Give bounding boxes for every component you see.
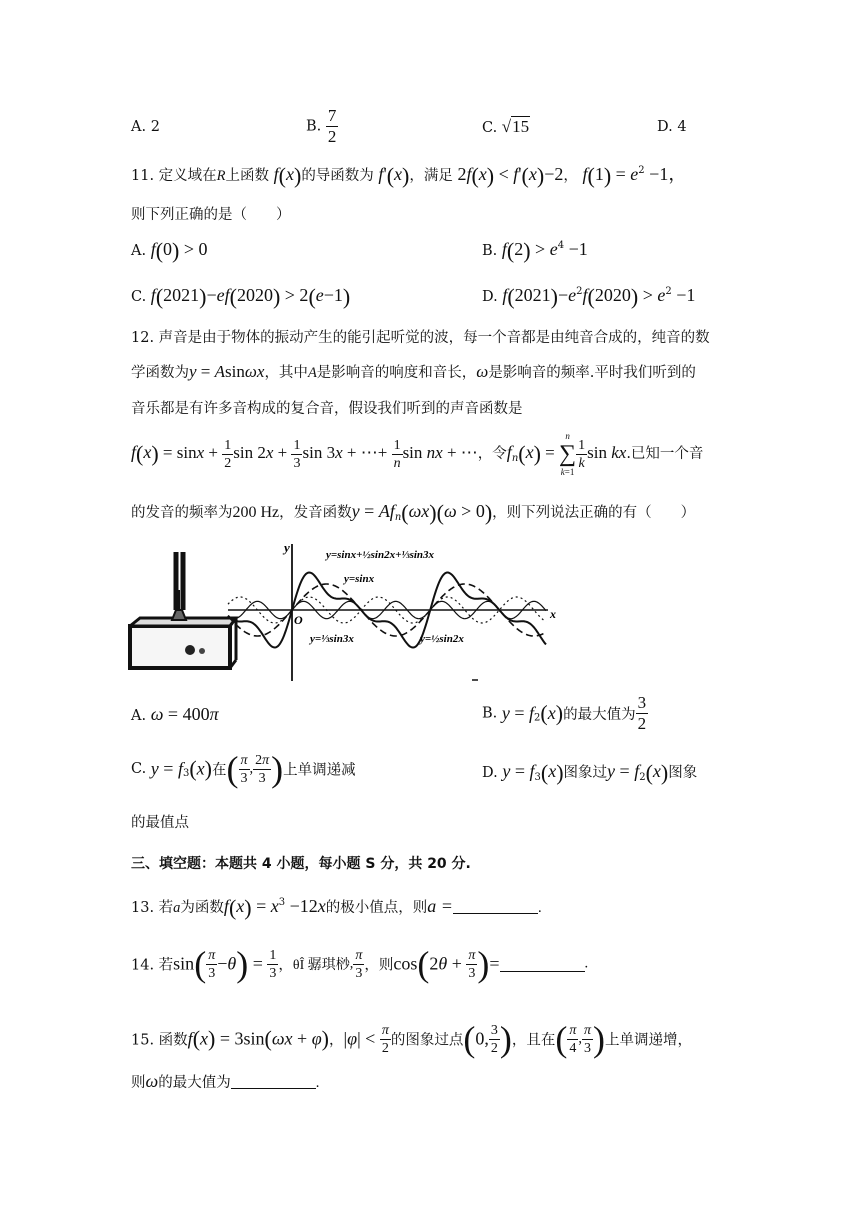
q10-option-a: A. 2 (131, 119, 160, 135)
q11-stem-line2: 则下列正确的是（ ） (131, 207, 291, 223)
y-axis-label: y (284, 540, 290, 555)
q11-option-d: D. $f(2021)-e^2f(2020) > e^2 -1$ (482, 284, 696, 309)
q12-option-c: C. $y = f_3(x)$在( $\frac{\pi}{3}$ , $\frac{2\pi}{3}$ )上单调递减 (131, 749, 356, 789)
q12-line2: 学函数为y = Asinωx，其中A是影响音的响度和音长，ω是影响音的频率.平时我们听到的 (131, 362, 696, 381)
q11-option-b: B. $f(2) > e^4 -1$ (482, 238, 588, 263)
section-3-title: 三、填空题：本题共 4 小题，每小题 S 分，共 20 分. (131, 856, 471, 872)
q12-line1: 12. 声音是由于物体的振动产生的能引起听觉的波，每一个音都是由纯音合成的，纯音的数 (131, 330, 710, 346)
q15: 15. 函数f(x) = 3sin(ωx + φ)，|φ| < $\frac{\pi}{2}$ 的图象过点(0, $\frac{3}{2}$ )，且在( $\frac{\pi}{4}$ , $\frac{\pi}{3}$ )上单调递增， (131, 1019, 693, 1059)
q13-answer-blank[interactable] (453, 899, 538, 914)
q12-option-a: A. ω = 400π (131, 704, 219, 724)
label-sin3x-curve: y=⅓sin3x (310, 633, 354, 645)
q10-option-c: C. √15 (482, 117, 530, 136)
label-sinx-curve: y=sinx (344, 573, 375, 585)
q13: 13. 若a为函数$f(x) = x^3 -12x$的极小值点，则a = . (131, 895, 542, 920)
sound-wave-figure (128, 538, 568, 683)
tuning-fork-illustration (130, 552, 236, 668)
q12-line5: 的发音的频率为200 Hz，发音函数$y = Af_n(\omega x)(\omega > 0)$，则下列说法正确的有（ ） (131, 500, 696, 525)
q11-stem: 11. 定义域在R上函数 f(x)的导函数为 f'(x)，满足 2f(x) < f'(x)−2， $f(1) = e^2 -1$， (131, 163, 687, 188)
q11-option-a: A. f(0) > 0 (131, 238, 208, 263)
q10-option-b: B. $\frac{7}{2}$ (306, 106, 337, 146)
q11-option-c: C. f(2021)−ef(2020) > 2(e−1) (131, 284, 351, 309)
label-sin2x-curve: y=½sin2x (420, 633, 464, 645)
origin-label: O (294, 613, 303, 627)
q12-option-d: D. $y = f_3(x)$图象过$y = f_2(x)$图象 (482, 760, 698, 785)
q15-answer-blank[interactable] (231, 1074, 316, 1089)
q12-option-b: B. $y = f_2(x)$的最大值为 $\frac{3}{2}$ (482, 693, 647, 733)
q12-line3: 音乐都是有许多音构成的复合音，假设我们听到的声音函数是 (131, 401, 523, 417)
label-sum-curve: y=sinx+½sin2x+⅓sin3x (326, 549, 435, 561)
q14: 14. 若sin( $\frac{\pi}{3}$ −θ) = $\frac{1}{3}$ ，θÎ 骣琪桫, $\frac{\pi}{3}$ ，则cos(2θ + $\frac{\pi}{3}$ )= . (131, 944, 589, 984)
q10-option-d: D. 4 (657, 119, 687, 135)
x-axis-label: x (550, 607, 556, 621)
q14-answer-blank[interactable] (500, 957, 585, 972)
q12-line4: f(x) = sinx + $\frac{1}{2}$ sin 2x + $\frac{1}{3}$ sin 3x + ⋯+ $\frac{1}{n}$ sin nx + ⋯，令$f_n(x)$ = n ∑ k=1 $\frac{1}{k}$ sin kx.已知一个音 (131, 431, 704, 477)
q15-line2: 则ω的最大值为 . (131, 1071, 320, 1091)
q12-option-d-line2: 的最值点 (131, 815, 189, 831)
